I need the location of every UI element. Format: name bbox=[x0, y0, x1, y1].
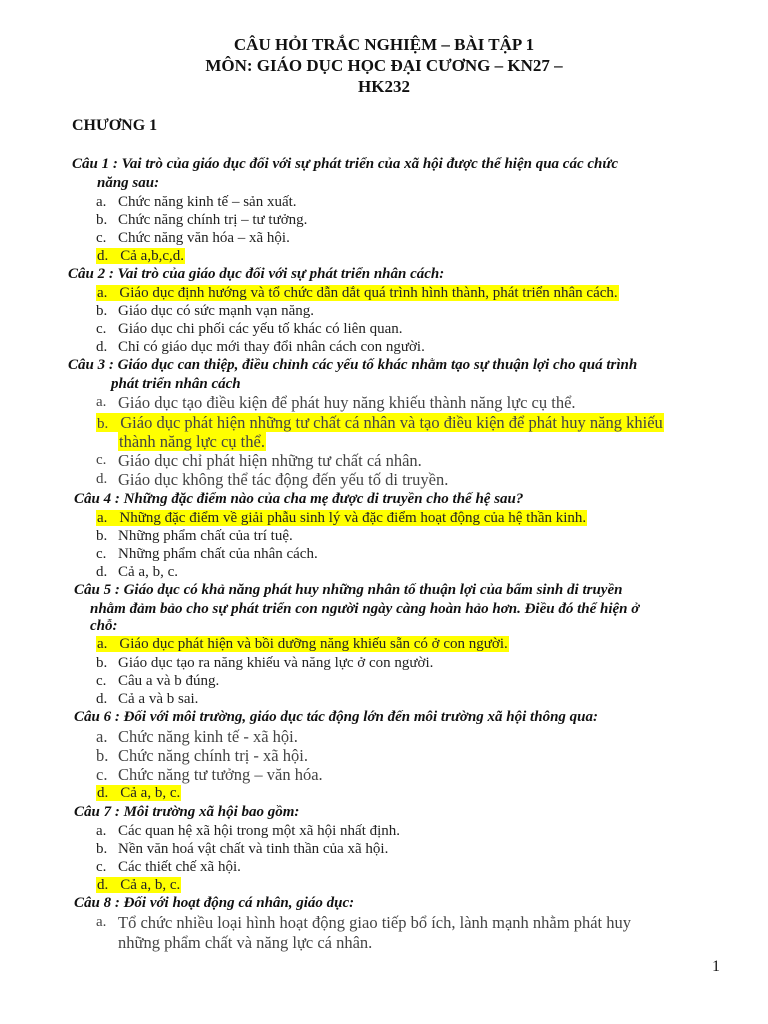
q3-option-b-answer-cont: thành năng lực cụ thể. bbox=[119, 432, 265, 451]
question-5-prompt-cont: nhằm đảm bảo cho sự phát triển con người ngày càng hoàn hảo hơn. Điều đó thể hiện ở bbox=[90, 601, 640, 617]
q6-option-a: a. Chức năng kinh tế - xã hội. bbox=[96, 727, 298, 746]
q3-option-a: a. Giáo dục tạo điều kiện để phát huy năng khiếu thành năng lực cụ thể. bbox=[96, 393, 576, 412]
chapter-heading: CHƯƠNG 1 bbox=[72, 117, 158, 134]
title-line-1: CÂU HỎI TRẮC NGHIỆM – BÀI TẬP 1 bbox=[233, 35, 535, 54]
question-6-prompt: Câu 6 : Đối với môi trường, giáo dục tác động lớn đến môi trường xã hội thông qua: bbox=[74, 709, 598, 725]
q2-option-d: d. Chỉ có giáo dục mới thay đổi nhân cách con người. bbox=[96, 339, 425, 355]
q7-option-d-answer: d. Cả a, b, c. bbox=[97, 877, 181, 893]
q4-option-d: d. Cả a, b, c. bbox=[96, 564, 178, 580]
q1-option-d-answer: d. Cả a,b,c,d. bbox=[97, 248, 184, 264]
q3-option-b-answer: b. Giáo dục phát hiện những tư chất cá nhân và tạo điều kiện để phát huy năng khiếu bbox=[97, 413, 663, 432]
q8-option-a: a. Tổ chức nhiều loại hình hoạt động giao tiếp bổ ích, lành mạnh nhằm phát huy bbox=[96, 913, 631, 932]
question-4-prompt: Câu 4 : Những đặc điểm nào của cha mẹ được di truyền cho thế hệ sau? bbox=[74, 491, 524, 507]
page-number: 1 bbox=[712, 958, 720, 975]
title-block bbox=[0, 34, 768, 97]
q4-option-b: b. Những phẩm chất của trí tuệ. bbox=[96, 528, 293, 544]
question-5-prompt-cont2: chỗ: bbox=[90, 618, 118, 634]
question-2-prompt: Câu 2 : Vai trò của giáo dục đối với sự phát triển nhân cách: bbox=[68, 266, 445, 282]
q2-option-b: b. Giáo dục có sức mạnh vạn năng. bbox=[96, 303, 314, 319]
q8-option-a-cont: những phẩm chất và năng lực cá nhân. bbox=[118, 933, 373, 952]
q3-option-d: d. Giáo dục không thể tác động đến yếu tố di truyền. bbox=[96, 470, 449, 489]
q5-option-c: c. Câu a và b đúng. bbox=[96, 673, 220, 689]
question-5-prompt: Câu 5 : Giáo dục có khả năng phát huy những nhân tố thuận lợi của bẩm sinh di truyền bbox=[74, 582, 623, 598]
q6-option-c: c. Chức năng tư tưởng – văn hóa. bbox=[96, 765, 323, 784]
q6-option-d-answer: d. Cả a, b, c. bbox=[97, 785, 181, 801]
q1-option-b: b. Chức năng chính trị – tư tưởng. bbox=[96, 212, 308, 228]
q5-option-d: d. Cả a và b sai. bbox=[96, 691, 199, 707]
question-1-prompt: Câu 1 : Vai trò của giáo dục đối với sự phát triển của xã hội được thể hiện qua các chức bbox=[72, 156, 619, 172]
question-1-prompt-cont: năng sau: bbox=[97, 175, 160, 191]
q5-option-b: b. Giáo dục tạo ra năng khiếu và năng lực ở con người. bbox=[96, 655, 434, 671]
q4-option-c: c. Những phẩm chất của nhân cách. bbox=[96, 546, 318, 562]
q5-option-a-answer: a. Giáo dục phát hiện và bồi dưỡng năng khiếu sẵn có ở con người. bbox=[97, 636, 508, 652]
q2-option-c: c. Giáo dục chi phối các yếu tố khác có liên quan. bbox=[96, 321, 403, 337]
q6-option-b: b. Chức năng chính trị - xã hội. bbox=[96, 746, 308, 765]
question-7-prompt: Câu 7 : Môi trường xã hội bao gồm: bbox=[74, 804, 300, 820]
q7-option-b: b. Nền văn hoá vật chất và tinh thần của xã hội. bbox=[96, 841, 389, 857]
q3-option-c: c. Giáo dục chỉ phát hiện những tư chất cá nhân. bbox=[96, 451, 422, 470]
question-8-prompt: Câu 8 : Đối với hoạt động cá nhân, giáo dục: bbox=[74, 895, 355, 911]
q7-option-a: a. Các quan hệ xã hội trong một xã hội nhất định. bbox=[96, 823, 401, 839]
question-3-prompt: Câu 3 : Giáo dục can thiệp, điều chỉnh các yếu tố khác nhằm tạo sự thuận lợi cho quá trình bbox=[68, 357, 638, 373]
q1-option-c: c. Chức năng văn hóa – xã hội. bbox=[96, 230, 290, 246]
q4-option-a-answer: a. Những đặc điểm về giải phẫu sinh lý và đặc điểm hoạt động của hệ thần kinh. bbox=[97, 510, 587, 526]
q2-option-a-answer: a. Giáo dục định hướng và tổ chức dẫn dắt quá trình hình thành, phát triển nhân cách. bbox=[97, 285, 618, 301]
q7-option-c: c. Các thiết chế xã hội. bbox=[96, 859, 241, 875]
title-line-3: HK232 bbox=[358, 77, 410, 96]
title-line-2: MÔN: GIÁO DỤC HỌC ĐẠI CƯƠNG – KN27 – bbox=[205, 56, 563, 75]
question-3-prompt-cont: phát triển nhân cách bbox=[111, 376, 241, 392]
q1-option-a: a. Chức năng kinh tế – sản xuất. bbox=[96, 194, 297, 210]
